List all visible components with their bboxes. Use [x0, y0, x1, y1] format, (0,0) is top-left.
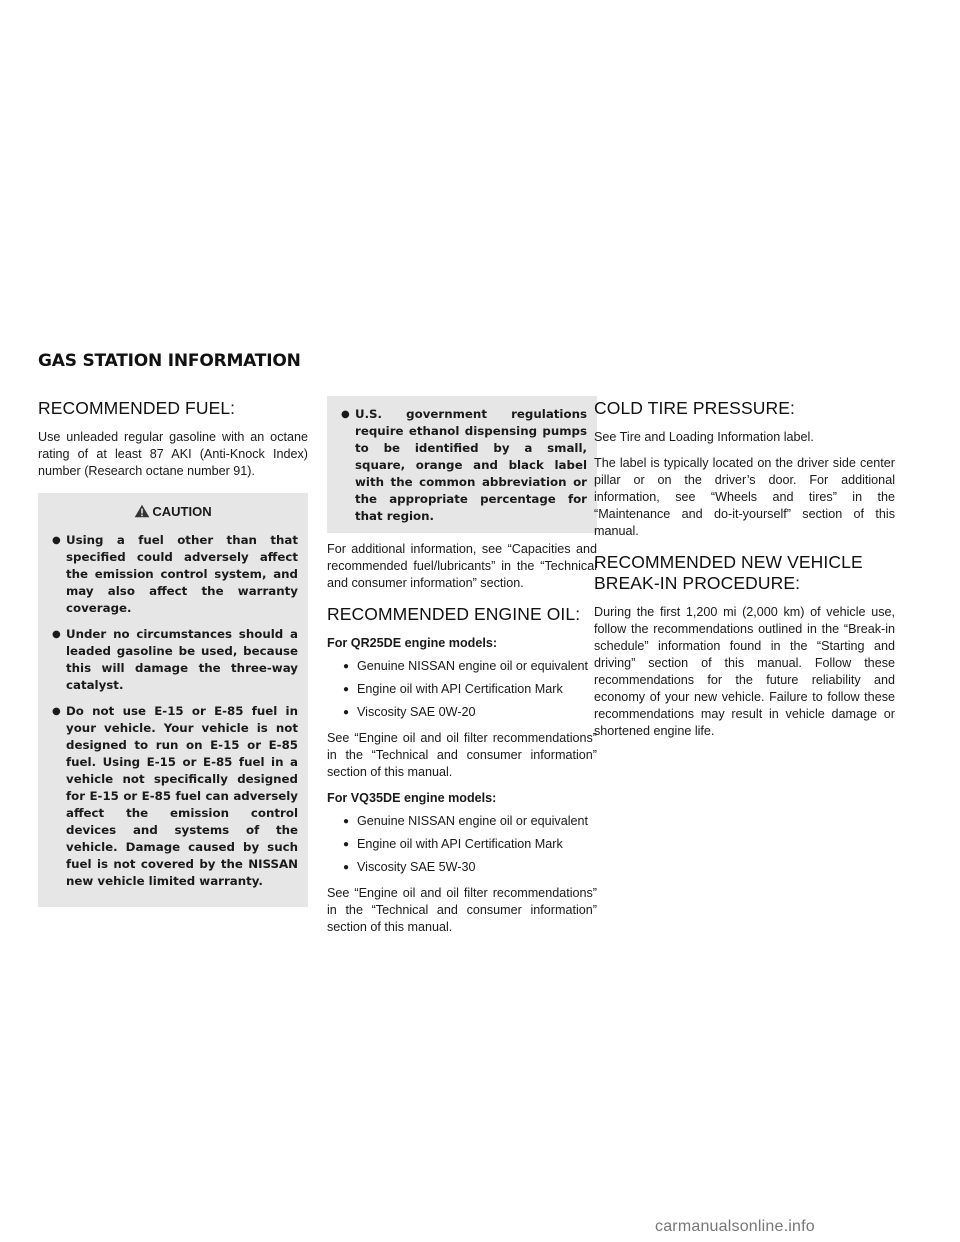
- warning-icon: [134, 504, 150, 522]
- list-item: ● Genuine NISSAN engine oil or equivalent: [327, 813, 597, 830]
- list-item: ● Genuine NISSAN engine oil or equivalent: [327, 658, 597, 675]
- qr-note: See “Engine oil and oil filter recommendations” in the “Technical and consumer information” section of this manual.: [327, 731, 597, 779]
- column-2: [327, 398, 597, 945]
- vq-list: [327, 813, 597, 876]
- tire-p1: See Tire and Loading Information label.: [594, 430, 814, 444]
- caution-box: [38, 493, 308, 907]
- caution-item: ● U.S. government regulations require ethanol dispensing pumps to be identified by a small, square, orange and black label with the common abbreviation or the appropriate percentage for that region.: [337, 406, 587, 525]
- caution-item: ● Do not use E-15 or E-85 fuel in your vehicle. Your vehicle is not designed to run on E-15 or E-85 fuel. Using E-15 or E-85 fuel in a vehicle not specifically designed for E-15 or E-85 fuel can adversely affect the emission control devices and systems of the vehicle. Damage caused by such fuel is not covered by the NISSAN new vehicle limited warranty.: [48, 703, 298, 890]
- vq-note: See “Engine oil and oil filter recommendations” in the “Technical and consumer information” section of this manual.: [327, 886, 597, 934]
- breakin-heading: RECOMMENDED NEW VEHICLE BREAK-IN PROCEDURE:: [594, 552, 863, 593]
- caution-item: ● Using a fuel other than that specified could adversely affect the emission control system, and may also affect the warranty coverage.: [48, 532, 298, 617]
- fuel-intro: Use unleaded regular gasoline with an octane rating of at least 87 AKI (Anti-Knock Index) number (Research octane number 91).: [38, 430, 308, 478]
- list-item: ● Viscosity SAE 0W-20: [327, 704, 597, 721]
- section-title: GAS STATION INFORMATION: [38, 351, 301, 371]
- caution-list-continued: [337, 406, 587, 525]
- qr-list: [327, 658, 597, 721]
- tire-p2: The label is typically located on the driver side center pillar or on the driver’s door. For additional information, see “Wheels and tires” in the “Maintenance and do-it-yourself” section of this manual.: [594, 456, 895, 538]
- column-3: [594, 398, 895, 749]
- column-1: [38, 398, 308, 907]
- list-item: ● Engine oil with API Certification Mark: [327, 836, 597, 853]
- breakin-p1: During the first 1,200 mi (2,000 km) of vehicle use, follow the recommendations outlined in the “Break-in schedule” information found in the “Starting and driving” section of this manual. Follow these recommendations for the future reliability and economy of your new vehicle. Failure to follow these recommendations may result in vehicle damage or shortened engine life.: [594, 605, 895, 738]
- caution-box-continued: [327, 396, 597, 533]
- oil-heading: RECOMMENDED ENGINE OIL:: [327, 604, 581, 624]
- caution-header: [48, 503, 298, 522]
- fuel-additional: For additional information, see “Capacities and recommended fuel/lubricants” in the “Technical and consumer information” section.: [327, 542, 597, 590]
- watermark-text: carmanualsonline.info: [655, 1218, 815, 1235]
- caution-item: ● Under no circumstances should a leaded gasoline be used, because this will damage the three-way catalyst.: [48, 626, 298, 694]
- caution-label: CAUTION: [152, 504, 212, 519]
- caution-list: [48, 532, 298, 890]
- list-item: ● Engine oil with API Certification Mark: [327, 681, 597, 698]
- vq-label: For VQ35DE engine models:: [327, 791, 497, 805]
- tire-heading: COLD TIRE PRESSURE:: [594, 398, 795, 418]
- qr-label: For QR25DE engine models:: [327, 636, 498, 650]
- list-item: ● Viscosity SAE 5W-30: [327, 859, 597, 876]
- fuel-heading: RECOMMENDED FUEL:: [38, 398, 236, 418]
